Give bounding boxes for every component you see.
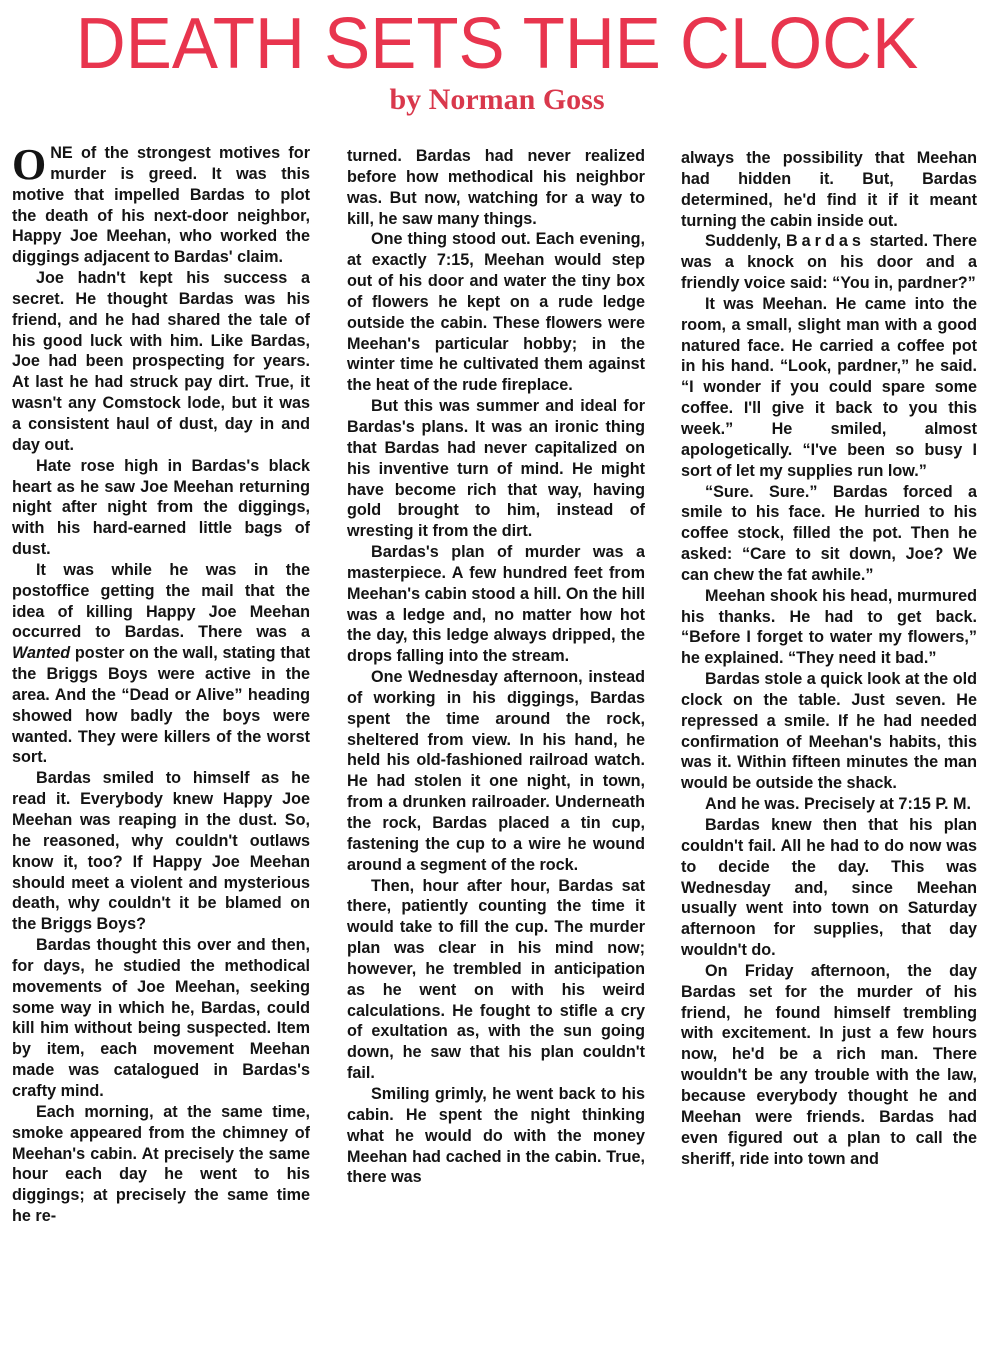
text-column-1 [12,143,310,1365]
paragraph: And he was. Precisely at 7:15 P. M. [705,795,972,814]
paragraph: On Friday afternoon, the day Bardas set for the murder of his friend, he found himself trembling with excitement. In just a few hours now, he'd be a rich man. There wouldn't be any trouble with the law, because everybody thought he and Meehan were friends. Bardas had even figured out a plan to call the sheriff, ride into town and [681,961,977,1168]
paragraph: Each morning, at the same time, smoke appeared from the chimney of Meehan's cabin. At precisely the same hour each day he went to his diggings; at precisely the same time he re- [12,1102,310,1226]
paragraph: One Wednesday afternoon, instead of working in his diggings, Bardas spent the time around the rock, sheltered from view. In his hand, he held his old-fashioned railroad watch. He had stolen it one night, in town, from a drunken railroader. Underneath the rock, Bardas placed a tin cup, fastening the cup to a wire he wound around a segment of the rock. [347,668,645,874]
paragraph: ONE of the strongest motives for murder is greed. It was this motive that impelled Bardas to plot the death of his next-door neighbor, Happy Joe Meehan, who worked the diggings adjacent to Bardas' claim. [12,143,310,267]
text-column-3 [681,148,977,1370]
paragraph: Bardas stole a quick look at the old clock on the table. Just seven. He repressed a smile. If he had needed confirmation of Meehan's habits, this was it. Within fifteen minutes the man would be outside the shack. [681,670,977,793]
story-title: DEATH SETS THE CLOCK [75,4,919,84]
wanted-emphasis: Wanted [12,644,71,663]
paragraph: Bardas knew then that his plan couldn't fail. All he had to do now was to decide the day. This was Wednesday and, since Meehan usually went into town on Saturday afternoon for supplies, that day wouldn't do. [681,816,977,960]
paragraph: “Sure. Sure.” Bardas forced a smile to his face. He hurried to his coffee stock, filled the pot. Then he asked: “Care to sit down, Joe? We can chew the fat awhile.” [681,482,977,584]
paragraph: Smiling grimly, he went back to his cabin. He spent the night thinking what he would do with the money Meehan had cached in the cabin. True, there was [347,1084,645,1187]
paragraph: Bardas's plan of murder was a masterpiece. A few hundred feet from Meehan's cabin stood a hill. On the hill was a ledge and, no matter how hot the day, this ledge always dripped, the drops falling into the stream. [347,543,645,666]
paragraph: Meehan shook his head, murmured his thanks. He had to get back. “Before I forget to water my flowers,” he explained. “They need it bad.” [681,586,977,668]
paragraph: Joe hadn't kept his success a secret. He thought Bardas was his friend, and he had shared the tale of his good luck with him. Like Bardas, Joe had been prospecting for years. At last he had struck pay dirt. True, it wasn't any Comstock lode, but it was a consistent haul of dust, day in and day out. [12,269,310,454]
lead-in: NE [50,144,73,162]
paragraph: One thing stood out. Each evening, at exactly 7:15, Meehan would step out of his door and water the tiny box of flowers he kept on a rude ledge outside the cabin. These flowers were Meehan's particular hobby; in the winter time he cultivated them against the heat of the rude fireplace. [347,230,645,395]
text-column-2 [347,146,645,1368]
paragraph: Bardas smiled to himself as he read it. Everybody knew Happy Joe Meehan was reaping in the dust. So, he reasoned, why couldn't outlaws know it, too? If Happy Joe Meehan should meet a violent and mysterious death, why couldn't it be blamed on the Briggs Boys? [12,769,310,934]
paragraph: But this was summer and ideal for Bardas's plans. It was an ironic thing that Bardas had never capitalized on his inventive turn of mind. He might have become rich that way, having gold brought to him, instead of wresting it from the dirt. [347,397,645,541]
paragraph: Hate rose high in Bardas's black heart as he saw Joe Meehan returning night after night from the diggings, with his hard-earned little bags of dust. [12,456,310,559]
paragraph: It was while he was in the postoffice getting the mail that the idea of killing Happy Joe Meehan occurred to Bardas. There was a Wanted poster on the wall, stating that the Briggs Boys were active in the area. And the “Dead or Alive” heading showed how badly the boys were wanted. They were killers of the worst sort. [12,560,310,767]
drop-cap: O [12,143,47,189]
spaced-name: Bardas [785,232,865,251]
author-byline: by Norman Goss [389,83,605,116]
paragraph: It was Meehan. He came into the room, a small, slight man with a good natured face. He carried a coffee pot in his hand. “Look, pardner,” he said. “I wonder if you could spare some coffee. I'll give it back to you this week.” He smiled, almost apologetically. “I've been so busy I sort of let my supplies run low.” [681,294,977,480]
paragraph: always the possibility that Meehan had hidden it. But, Bardas determined, he'd find it if it meant turning the cabin inside out. [681,149,977,230]
paragraph: turned. Bardas had never realized before how methodical his neighbor was. But now, watching for a way to kill, he saw many things. [347,147,645,228]
paragraph: Then, hour after hour, Bardas sat there, patiently counting the time it would take to fill the cup. The murder plan was clear in his mind now; however, he trembled in anticipation as he went on with his weird calculations. He fought to stifle a cry of exultation as, with the sun going down, he saw that his plan couldn't fail. [347,876,645,1083]
paragraph: Suddenly, Bardas started. There was a knock on his door and a friendly voice said: “You in, pardner?” [681,232,977,293]
paragraph: Bardas thought this over and then, for days, he studied the methodical movements of Joe Meehan, seeking some way in which he, Bardas, could kill him without being suspected. Item by item, each movement Meehan made was catalogued in Bardas's crafty mind. [12,936,310,1100]
